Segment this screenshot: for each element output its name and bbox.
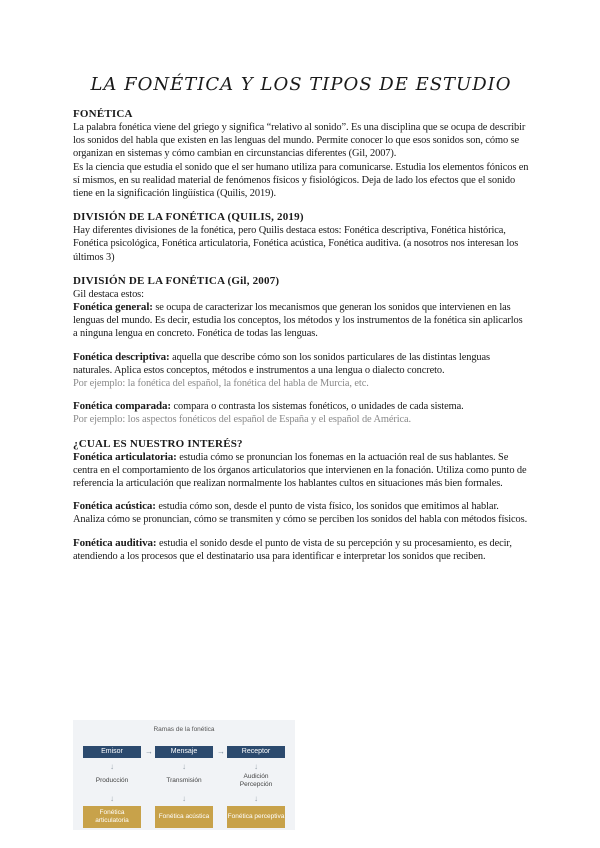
paragraph: Hay diferentes divisiones de la fonética, pero Quilis destaca estos: Fonética descriptiva, Fonética histórica, Fonética psicológica, Fonética articulatoria, Fonética acústica, Fonética auditiva. (a nosotros nos interesan los últimos 3) [73, 225, 519, 263]
term: Fonética descriptiva: [73, 350, 170, 363]
definition-acustica [73, 500, 529, 526]
document-body [73, 108, 529, 563]
arrow-down-icon: ↓ [182, 794, 186, 803]
diagram-column-receptor [227, 746, 285, 828]
section-heading-division-gil: DIVISIÓN DE LA FONÉTICA (Gil, 2007) [73, 274, 280, 287]
diagram-column-mensaje [155, 746, 213, 828]
diagram-box-receptor: Receptor [227, 746, 285, 758]
ramas-fonetica-diagram [73, 720, 295, 830]
arrow-right-icon: → [145, 747, 153, 756]
definition-descriptiva [73, 351, 529, 377]
arrow-down-icon: ↓ [254, 794, 258, 803]
term: Fonética auditiva: [73, 536, 157, 549]
diagram-box-articulatoria: Fonética articulatoria [83, 806, 141, 828]
paragraph: Gil destaca estos: [73, 288, 144, 300]
term: Fonética articulatoria: [73, 450, 177, 463]
definition-text: compara o contrasta los sistemas fonéticos, o unidades de cada sistema. [171, 401, 464, 413]
section-heading-fonetica: FONÉTICA [73, 108, 133, 120]
definition-text: estudia cómo se pronuncian los fonemas en la actuación real de sus hablantes. Se centra en el comportamiento de los órganos articulatorios que intervienen en la fonación. Utiliza como punto de referencia la articulación que realizan normalmente los hablantes cultos en situaciones más bien formales. [73, 451, 527, 490]
definition-general [73, 301, 529, 341]
definition-text: estudia cómo son, desde el punto de vista físico, los sonidos que emitimos al hablar. Analiza cómo se pronuncian, cómo se transmiten y cómo se perciben los sonidos del habla con métodos físicos. [73, 501, 528, 526]
definition-auditiva [73, 537, 529, 563]
diagram-box-acustica: Fonética acústica [155, 806, 213, 828]
section-heading-interes: ¿CUAL ES NUESTRO INTERÉS? [73, 437, 243, 450]
term: Fonética acústica: [73, 500, 156, 513]
arrow-down-icon: ↓ [254, 762, 258, 771]
example-text: Por ejemplo: la fonética del español, la fonética del habla de Murcia, etc. [73, 378, 369, 390]
example-text: Por ejemplo: los aspectos fonéticos del español de España y el español de América. [73, 414, 412, 426]
definition-text: aquella que describe cómo son los sonidos particulares de las distintas lenguas naturales. Aplica estos conceptos, métodos e instrumentos a una lengua o dialecto concreto. [73, 351, 490, 376]
paragraph: Es la ciencia que estudia el sonido que el ser humano utiliza para comunicarse. Estudia los elementos fónicos en sí mismos, en su realidad material de fenómenos físicos y fisiológicos. Deja de lado los efectos que el sonido tiene en la significación lingüística (Quilis, 2019). [73, 161, 529, 200]
definition-comparada [73, 400, 529, 413]
arrow-down-icon: ↓ [110, 762, 114, 771]
arrow-right-icon: → [217, 747, 225, 756]
diagram-title: Ramas de la fonética [153, 726, 215, 733]
term: Fonética comparada: [73, 400, 171, 413]
diagram-box-perceptiva: Fonética perceptiva [227, 806, 285, 828]
paragraph: La palabra fonética viene del griego y significa “relativo al sonido”. Es una disciplina que se ocupa de describir los sonidos del habla que existen en las lenguas del mundo. Permite conocer lo que esos sonidos son, cómo se organizan en sistemas y cómo cambian en circunstancias diferentes (Gil, 2007). [73, 122, 526, 160]
diagram-label-produccion: Producción [95, 777, 129, 784]
definition-text: se ocupa de caracterizar los mecanismos que generan los sonidos que intervienen en las lenguas del mundo. Es decir, estudia los conceptos, los métodos y los instrumentos de la fonética sin aplicarlos a ninguna lengua en concreto. Fonética de todas las lenguas. [73, 302, 523, 340]
section-heading-division-quilis: DIVISIÓN DE LA FONÉTICA (QUILIS, 2019) [73, 211, 304, 224]
definition-text: estudia el sonido desde el punto de vista de su percepción y su procesamiento, es decir, atendiendo a los procesos que el destinatario usa para identificar e interpretar los sonidos que reciben. [73, 537, 512, 562]
page-title: LA FONÉTICA Y LOS TIPOS DE ESTUDIO [90, 74, 512, 95]
definition-articulatoria [73, 451, 529, 491]
diagram-box-emisor: Emisor [83, 746, 141, 758]
diagram-label-transmision: Transmisión [166, 777, 202, 784]
diagram-label-audicion: Audición Percepción [239, 773, 273, 788]
diagram-column-emisor [83, 746, 141, 828]
arrow-down-icon: ↓ [110, 794, 114, 803]
arrow-down-icon: ↓ [182, 762, 186, 771]
term: Fonética general: [73, 301, 153, 314]
diagram-box-mensaje: Mensaje [155, 746, 213, 758]
